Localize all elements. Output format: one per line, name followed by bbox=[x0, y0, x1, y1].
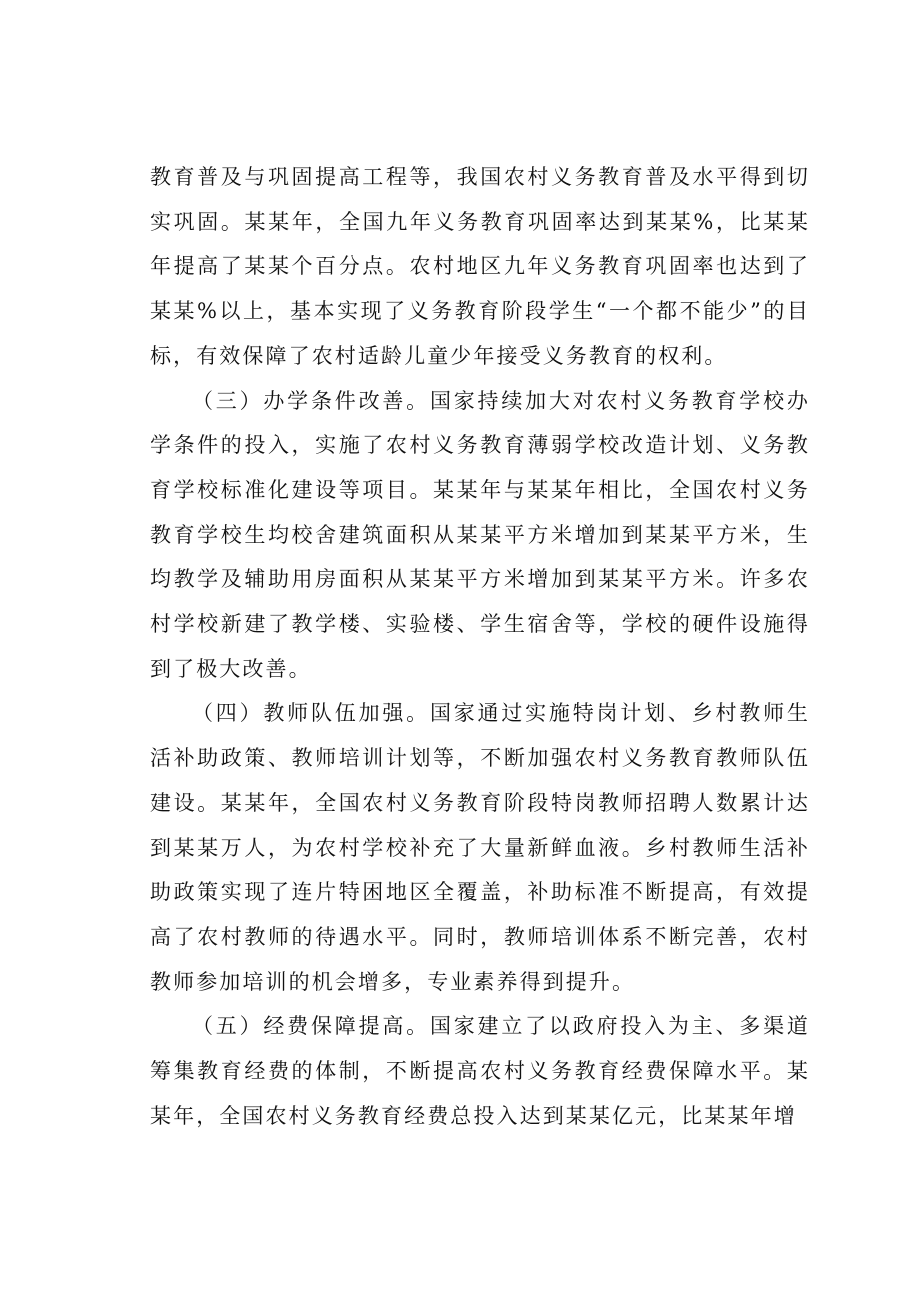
paragraph-section-4-teacher-workforce: （四）教师队伍加强。国家通过实施特岗计划、乡村教师生活补助政策、教师培训计划等，不断加强农村义务教育教师队伍建设。某某年，全国农村义务教育阶段特岗教师招聘人数累计达到某某万人，为农村学校补充了大量新鲜血液。乡村教师生活补助政策实现了连片特困地区全覆盖，补助标准不断提高，有效提高了农村教师的待遇水平。同时，教师培训体系不断完善，农村教师参加培训的机会增多，专业素养得到提升。 bbox=[150, 701, 810, 994]
body-text bbox=[150, 155, 810, 1138]
paragraph-continuation: 教育普及与巩固提高工程等，我国农村义务教育普及水平得到切实巩固。某某年，全国九年义务教育巩固率达到某某%，比某某年提高了某某个百分点。农村地区九年义务教育巩固率也达到了某某%以上，基本实现了义务教育阶段学生“一个都不能少”的目标，有效保障了农村适龄儿童少年接受义务教育的权利。 bbox=[150, 165, 810, 368]
paragraph-section-5-funding: （五）经费保障提高。国家建立了以政府投入为主、多渠道筹集教育经费的体制，不断提高农村义务教育经费保障水平。某某年，全国农村义务教育经费总投入达到某某亿元，比某某年增 bbox=[150, 1014, 810, 1128]
paragraph-section-3-school-conditions: （三）办学条件改善。国家持续加大对农村义务教育学校办学条件的投入，实施了农村义务教育薄弱学校改造计划、义务教育学校标准化建设等项目。某某年与某某年相比，全国农村义务教育学校生均校舍建筑面积从某某平方米增加到某某平方米，生均教学及辅助用房面积从某某平方米增加到某某平方米。许多农村学校新建了教学楼、实验楼、学生宿舍等，学校的硬件设施得到了极大改善。 bbox=[150, 388, 810, 681]
